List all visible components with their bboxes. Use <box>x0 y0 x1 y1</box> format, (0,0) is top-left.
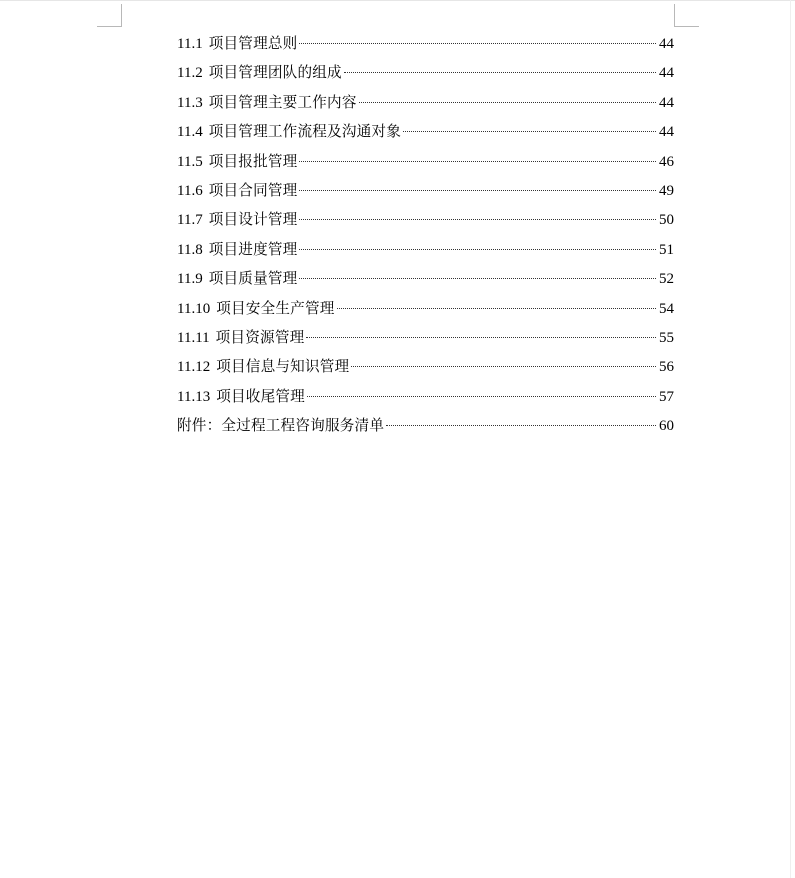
table-of-contents <box>177 32 674 443</box>
toc-entry-page-number: 46 <box>659 153 674 170</box>
toc-entry[interactable] <box>177 120 674 149</box>
toc-dot-leader <box>403 131 656 132</box>
toc-dot-leader <box>299 278 656 279</box>
toc-entry-page-number: 44 <box>659 94 674 111</box>
toc-entry-page-number: 55 <box>659 329 674 346</box>
toc-entry[interactable] <box>177 297 674 326</box>
toc-dot-leader <box>351 366 656 367</box>
toc-entry-number: 11.2 <box>177 65 203 82</box>
top-left-margin-mark <box>97 4 122 27</box>
toc-entry-title: 附件：全过程工程咨询服务清单 <box>177 417 385 435</box>
toc-entry-title: 项目安全生产管理 <box>216 299 335 317</box>
toc-entry[interactable] <box>177 61 674 90</box>
toc-entry-number: 11.12 <box>177 359 211 376</box>
toc-entry-number: 11.4 <box>177 124 203 141</box>
page-right-edge <box>790 0 791 878</box>
toc-entry-number: 11.13 <box>177 388 211 405</box>
toc-entry-title: 项目质量管理 <box>208 270 298 288</box>
toc-entry-number: 11.10 <box>177 300 211 317</box>
toc-dot-leader <box>299 249 656 250</box>
toc-dot-leader <box>344 72 656 73</box>
toc-entry[interactable] <box>177 414 674 443</box>
toc-entry-page-number: 50 <box>659 212 674 229</box>
toc-dot-leader <box>299 161 656 162</box>
toc-entry-title: 项目管理主要工作内容 <box>208 93 357 111</box>
toc-entry-number: 11.8 <box>177 241 203 258</box>
toc-entry-page-number: 52 <box>659 271 674 288</box>
toc-entry-title: 项目收尾管理 <box>216 387 305 405</box>
toc-entry[interactable] <box>177 32 674 61</box>
toc-entry[interactable] <box>177 150 674 179</box>
toc-entry-title: 项目进度管理 <box>208 240 298 258</box>
toc-dot-leader <box>306 337 656 338</box>
toc-entry[interactable] <box>177 355 674 384</box>
toc-dot-leader <box>386 425 656 426</box>
toc-entry-number: 11.6 <box>177 182 203 199</box>
toc-dot-leader <box>337 308 656 309</box>
toc-entry[interactable] <box>177 326 674 355</box>
toc-dot-leader <box>299 43 656 44</box>
toc-dot-leader <box>299 190 656 191</box>
toc-entry[interactable] <box>177 179 674 208</box>
toc-entry[interactable] <box>177 385 674 414</box>
toc-entry-number: 11.5 <box>177 153 203 170</box>
toc-entry-page-number: 44 <box>659 36 674 52</box>
top-right-margin-mark <box>674 4 699 27</box>
toc-entry-title: 项目报批管理 <box>208 152 298 170</box>
toc-entry-number: 11.3 <box>177 94 203 111</box>
toc-entry-number: 11.1 <box>177 36 203 52</box>
toc-entry-title: 项目合同管理 <box>208 181 298 199</box>
toc-entry-title: 项目信息与知识管理 <box>216 358 350 376</box>
toc-entry-title: 项目管理工作流程及沟通对象 <box>208 123 402 141</box>
toc-entry[interactable] <box>177 238 674 267</box>
toc-entry-number: 11.7 <box>177 212 203 229</box>
toc-entry-page-number: 56 <box>659 359 674 376</box>
toc-entry-page-number: 49 <box>659 182 674 199</box>
toc-dot-leader <box>307 396 656 397</box>
toc-entry-title: 项目管理总则 <box>208 35 298 52</box>
toc-entry-number: 11.9 <box>177 271 203 288</box>
toc-entry-page-number: 44 <box>659 124 674 141</box>
toc-entry-page-number: 57 <box>659 388 674 405</box>
toc-entry-number: 11.11 <box>177 329 210 346</box>
toc-entry-title: 项目设计管理 <box>208 211 298 229</box>
toc-entry-title: 项目资源管理 <box>215 328 305 346</box>
toc-entry-page-number: 44 <box>659 65 674 82</box>
toc-entry[interactable] <box>177 91 674 120</box>
toc-entry-title: 项目管理团队的组成 <box>208 64 342 82</box>
toc-entry-page-number: 54 <box>659 300 674 317</box>
page-top-edge <box>0 0 795 1</box>
toc-dot-leader <box>299 219 656 220</box>
toc-entry-page-number: 60 <box>659 418 674 435</box>
toc-dot-leader <box>359 102 656 103</box>
toc-entry[interactable] <box>177 208 674 237</box>
toc-entry[interactable] <box>177 267 674 296</box>
toc-entry-page-number: 51 <box>659 241 674 258</box>
